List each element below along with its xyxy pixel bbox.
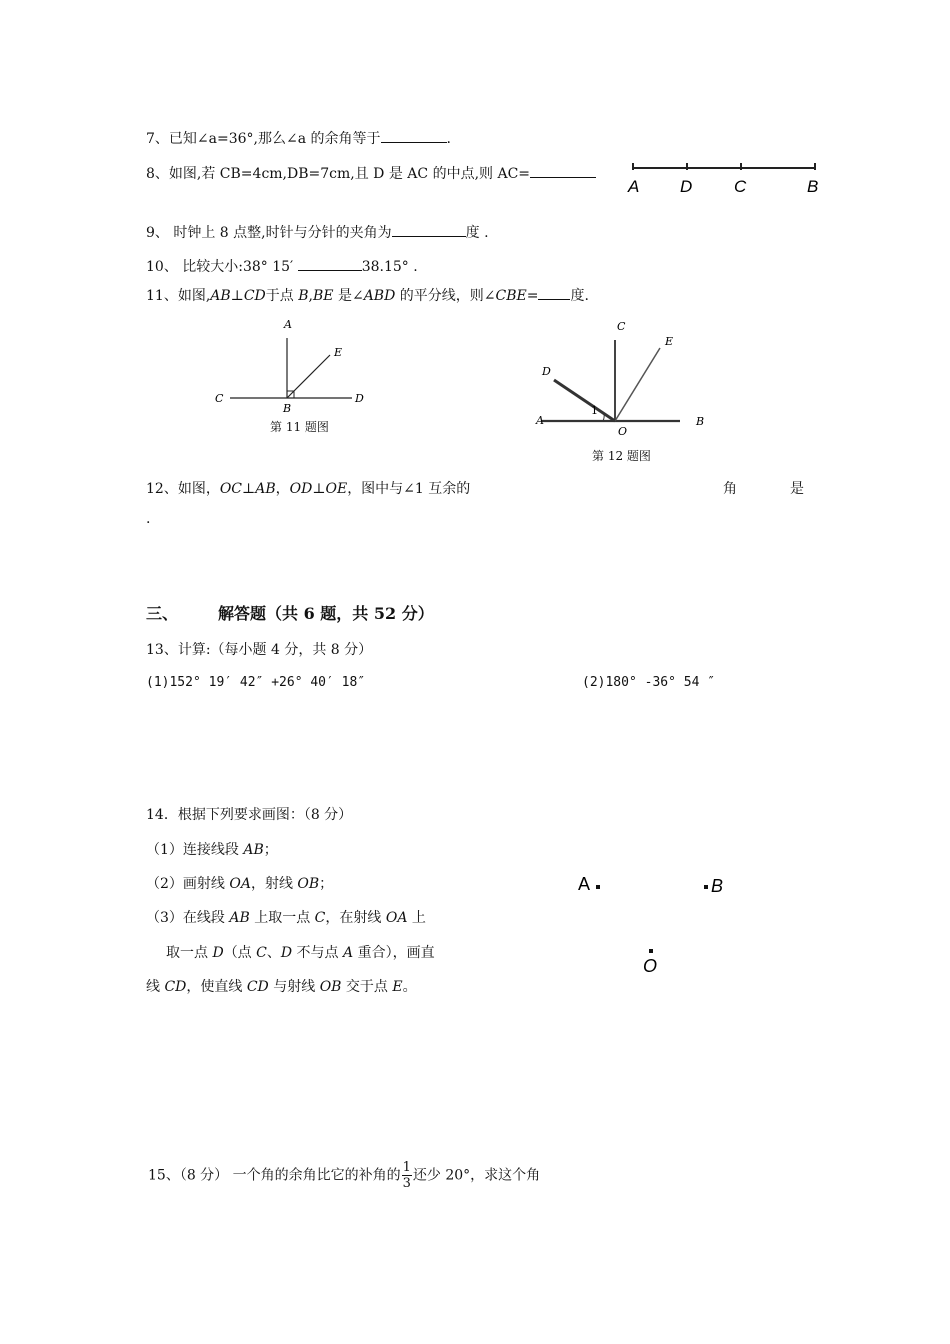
q14-point-o-label: O [643,956,658,976]
q14-step-2 [146,875,333,893]
q12-comma: ， [275,481,290,497]
q12-dot: . [146,511,151,527]
q8-answer-blank[interactable] [530,163,596,178]
q7-end: . [446,131,451,147]
q12-text-1: 12、如图， [146,481,220,497]
q12-label-c: C [617,320,626,333]
q11-label-b: B [283,402,292,412]
q14-s3-text-4: 上 [407,910,426,926]
q11-text-1: 11、如图, [146,288,211,304]
q11-cd: CD [243,288,266,304]
q8-label-c: C [734,177,747,196]
q14-s3-ab: AB [229,910,250,926]
q8-segment-figure [625,158,825,198]
q14-s3-c: C [314,910,326,926]
q11-ab: AB [210,288,231,304]
q14-s5-text-1: 线 [146,979,165,995]
q14-point-b-dot [704,885,708,889]
q14-s1-text: （1）连接线段 [146,842,244,858]
q14-point-a-dot [596,885,600,889]
question-9 [146,222,489,242]
q14-s2-oa: OA [229,876,251,892]
q14-s1-ab: AB [243,842,264,858]
q14-s2-end: ； [319,876,334,892]
q10-text: 10、 比较大小:38° 15′ [146,259,294,275]
q14-point-o-dot [649,949,653,953]
q14-s5-e: E [392,979,403,995]
q14-s4-d2: D [280,945,293,961]
q14-s5-text-2: ，使直线 [186,979,247,995]
q14-s4-c: C [256,945,267,961]
q11-perp: ⊥ [230,288,244,304]
q14-s4-d: D [212,945,224,961]
q14-s5-cd2: CD [246,979,269,995]
q10-answer-blank[interactable] [298,256,362,271]
q14-s5-text-4: 交于点 [341,979,393,995]
q14-s4-sep: 、 [266,945,281,961]
q15-fraction-numerator: 1 [402,1160,411,1175]
q14-s5-text-3: 与射线 [268,979,320,995]
q14-s3-text-1: （3）在线段 [146,910,230,926]
q14-step-1 [146,841,278,859]
q10-end: 38.15° . [361,259,418,275]
q12-shi: 是 [790,481,804,497]
question-10 [146,256,418,276]
q14-s4-text-2: （点 [223,945,257,961]
q12-text-2: ，图中与∠1 互余的 [347,481,471,497]
question-12 [146,480,470,498]
section-3-title: 解答题（共 6 题，共 52 分） [218,604,434,623]
q15-text-2: 还少 20°，求这个角 [412,1167,541,1184]
q15-fraction [402,1160,412,1191]
q12-label-d: D [542,365,551,378]
q14-point-a-label: A [578,874,591,894]
q14-s4-text-4: 重合），画直 [353,945,435,961]
q12-label-a: A [536,414,544,427]
q14-s3-text-2: 上取一点 [249,910,315,926]
q14-point-b-label: B [711,876,724,896]
section-3-heading [146,604,434,624]
q12-jiao: 角 [723,481,737,497]
question-7 [146,128,451,148]
q14-s5-end: 。 [402,979,417,995]
q14-step-3-cont [166,944,435,962]
q8-label-a: A [628,177,640,196]
q15-text-1: 15、（8 分） 一个角的余角比它的补角的 [148,1167,401,1184]
q11-label-c: C [215,392,224,405]
q14-title: 14．根据下列要求画图：（8 分） [146,807,353,823]
q11-label-a: A [284,318,292,331]
q12-ab: AB [255,481,276,497]
q14-s4-text-3: 不与点 [292,945,343,961]
q8-label-d: D [680,177,693,196]
q12-perp-2: ⊥ [312,481,326,497]
q14-step-3 [146,909,426,927]
q14-s4-text-1: 取一点 [166,945,213,961]
q15-fraction-denominator: 3 [402,1176,411,1191]
q14-s1-end: ； [263,842,278,858]
q8-label-b: B [807,177,819,196]
q9-answer-blank[interactable] [392,222,466,237]
q11-b: B [298,288,309,304]
q11-figure [210,312,370,412]
q14-step-3-end [146,978,417,996]
q11-eq: = [526,288,539,304]
q11-label-e: E [334,346,343,359]
question-11 [146,285,589,305]
q11-comma: , [308,288,313,304]
q12-oc: OC [219,481,243,497]
q11-caption: 第 11 题图 [270,420,329,434]
q11-text-3: 是∠ [333,288,364,304]
q9-text: 9、 时钟上 8 点整,时针与分针的夹角为 [146,225,392,241]
q12-label-b: B [696,415,705,428]
q12-label-e: E [665,335,674,348]
q11-text-4: 的平分线，则∠ [395,288,496,304]
q12-perp-1: ⊥ [242,481,256,497]
question-8 [146,163,596,183]
q11-answer-blank[interactable] [538,285,570,300]
q12-label-1: 1 [591,404,598,417]
q14-s4-a: A [343,945,354,961]
q14-s2-ob: OB [297,876,320,892]
q14-s5-cd: CD [164,979,187,995]
q12-figure [530,318,720,443]
q14-points-figure [570,865,740,980]
q14-s3-oa: OA [385,910,408,926]
q11-text-2: 于点 [265,288,299,304]
q11-abd: ABD [363,288,396,304]
q11-end: 度. [570,288,589,304]
q12-oe: OE [325,481,348,497]
q14-s5-ob: OB [319,979,342,995]
section-3-number: 三、 [146,604,179,623]
q12-caption: 第 12 题图 [592,449,651,463]
question-15 [148,1160,540,1191]
q13-title: 13、计算:（每小题 4 分，共 8 分） [146,642,373,658]
q9-end: 度 . [465,225,489,241]
q12-od: OD [289,481,313,497]
q11-cbe: CBE [495,288,527,304]
q14-s2-text-1: （2）画射线 [146,876,230,892]
q13-part-1: (1)152° 19′ 42″ +26° 40′ 18″ [146,675,366,690]
q7-text: 7、已知∠a=36°,那么∠a 的余角等于 [146,131,381,147]
q13-part-2: (2)180° -36° 54 ″ [582,675,716,690]
q7-answer-blank[interactable] [381,128,447,143]
q8-text: 8、如图,若 CB=4cm,DB=7cm,且 D 是 AC 的中点,则 AC= [146,166,531,182]
q14-s3-text-3: ，在射线 [325,910,386,926]
q12-label-o: O [618,425,628,438]
q11-label-d: D [355,392,364,405]
q11-be: BE [312,288,334,304]
q14-s2-text-2: ，射线 [250,876,298,892]
